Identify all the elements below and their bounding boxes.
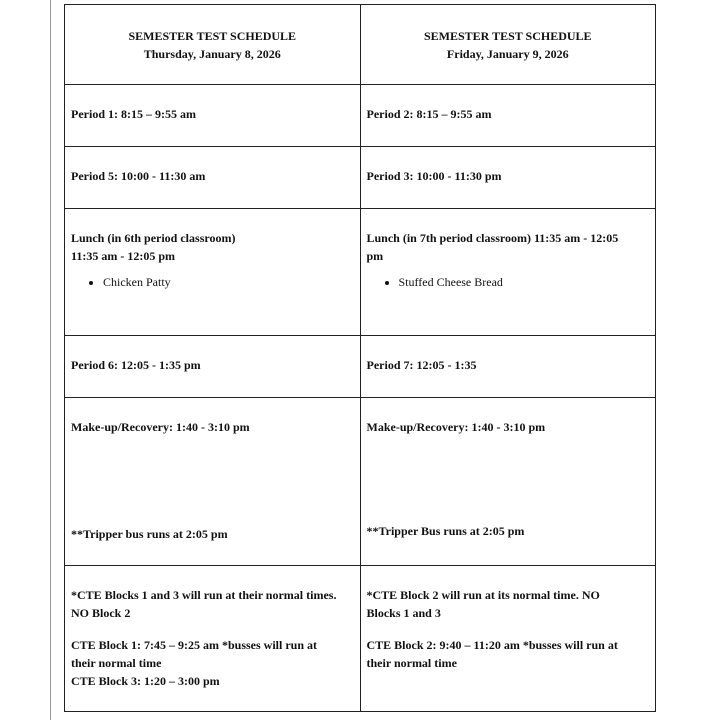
friday-cte-note-1: *CTE Block 2 will run at its normal time. NO	[366, 588, 600, 602]
friday-cte-block2-b: their normal time	[366, 656, 457, 670]
thursday-header-cell	[65, 5, 361, 85]
thursday-menu-item: • Chicken Patty	[103, 273, 354, 291]
friday-date: Friday, January 9, 2026	[446, 47, 569, 61]
thursday-lunch-title: Lunch (in 6th period classroom)	[71, 231, 236, 245]
thursday-cte-note-1: *CTE Blocks 1 and 3 will run at their normal times.	[71, 588, 337, 602]
thursday-lunch-cell	[65, 209, 361, 336]
friday-lunch-title: Lunch (in 7th period classroom) 11:35 am - 12:05	[366, 231, 619, 245]
thursday-title: SEMESTER TEST SCHEDULE	[128, 29, 297, 43]
thursday-lunch-time: 11:35 am - 12:05 pm	[71, 249, 175, 263]
friday-cte-cell	[360, 566, 656, 712]
thursday-makeup-cell	[65, 398, 361, 566]
friday-second-period: Period 3: 10:00 - 11:30 pm	[360, 147, 656, 209]
friday-third-period: Period 7: 12:05 - 1:35	[360, 336, 656, 398]
friday-lunch-cell	[360, 209, 656, 336]
thursday-first-period: Period 1: 8:15 – 9:55 am	[65, 85, 361, 147]
friday-menu-item: • Stuffed Cheese Bread	[399, 273, 650, 291]
thursday-cte-block1-b: their normal time	[71, 656, 162, 670]
thursday-third-period: Period 6: 12:05 - 1:35 pm	[65, 336, 361, 398]
friday-makeup-time: Make-up/Recovery: 1:40 - 3:10 pm	[366, 420, 546, 434]
page-margin-line	[50, 0, 51, 720]
semester-test-schedule-table	[64, 4, 656, 712]
makeup-row	[65, 398, 656, 566]
friday-title: SEMESTER TEST SCHEDULE	[423, 29, 592, 43]
friday-lunch-menu	[367, 273, 650, 291]
thursday-cte-block3: CTE Block 3: 1:20 – 3:00 pm	[71, 674, 220, 688]
friday-makeup-cell	[360, 398, 656, 566]
thursday-date: Thursday, January 8, 2026	[143, 47, 281, 61]
thursday-makeup-time: Make-up/Recovery: 1:40 - 3:10 pm	[71, 420, 250, 434]
thursday-lunch-menu	[71, 273, 354, 291]
thursday-cte-note-2: NO Block 2	[71, 606, 131, 620]
friday-cte-block2-a: CTE Block 2: 9:40 – 11:20 am *busses will run at	[366, 638, 618, 652]
thursday-cte-block1-a: CTE Block 1: 7:45 – 9:25 am *busses will run at	[71, 638, 318, 652]
lunch-row	[65, 209, 656, 336]
friday-cte-note-2: Blocks 1 and 3	[366, 606, 441, 620]
header-row	[65, 5, 656, 85]
thursday-second-period: Period 5: 10:00 - 11:30 am	[65, 147, 361, 209]
third-period-row	[65, 336, 656, 398]
friday-first-period: Period 2: 8:15 – 9:55 am	[360, 85, 656, 147]
friday-header-cell	[360, 5, 656, 85]
cte-row	[65, 566, 656, 712]
thursday-cte-cell	[65, 566, 361, 712]
friday-tripper-note: **Tripper Bus runs at 2:05 pm	[366, 524, 525, 538]
second-period-row	[65, 147, 656, 209]
friday-lunch-time: pm	[366, 249, 384, 263]
first-period-row	[65, 85, 656, 147]
thursday-tripper-note: **Tripper bus runs at 2:05 pm	[71, 527, 228, 541]
